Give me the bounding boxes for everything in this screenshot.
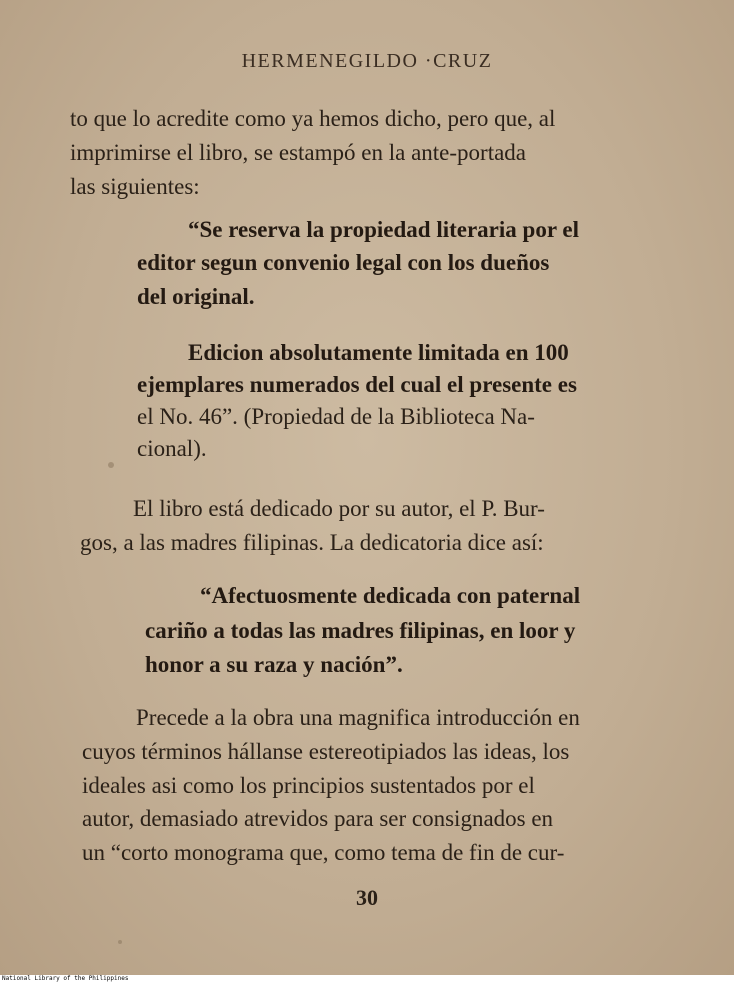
quote-line: del original. — [137, 284, 255, 309]
quote-line: cariño a todas las madres filipinas, en loor y — [145, 618, 576, 643]
quote-line: editor segun convenio legal con los dueños — [137, 250, 550, 275]
paragraph-line: un “corto monograma que, como tema de fin de cur- — [82, 840, 565, 865]
paragraph-line: gos, a las madres filipinas. La dedicatoria dice así: — [80, 530, 544, 555]
quote-line: el No. 46”. (Propiedad de la Biblioteca Na- — [137, 404, 535, 429]
running-header: HERMENEGILDO ·CRUZ — [241, 50, 493, 72]
paper-speck — [118, 940, 122, 944]
paragraph-line: las siguientes: — [70, 174, 200, 199]
paragraph-line: El libro está dedicado por su autor, el P. Bur- — [133, 496, 545, 521]
library-credit: National Library of the Philippines — [2, 975, 129, 982]
paragraph-line: Precede a la obra una magnifica introducción en — [136, 705, 580, 730]
quote-line: Edicion absolutamente limitada en 100 — [188, 340, 569, 365]
quote-line: “Afectuosmente dedicada con paternal — [200, 583, 581, 608]
paragraph-line: cuyos términos hállanse estereotipiados las ideas, los — [82, 739, 570, 764]
quote-line: “Se reserva la propiedad literaria por el — [188, 217, 579, 242]
paragraph-line: to que lo acredite como ya hemos dicho, pero que, al — [70, 106, 556, 131]
quote-line: ejemplares numerados del cual el presente es — [137, 372, 577, 397]
paper-speck — [108, 462, 114, 468]
paragraph-line: imprimirse el libro, se estampó en la ante-portada — [70, 140, 527, 165]
quote-line: cional). — [137, 436, 207, 461]
paragraph-line: autor, demasiado atrevidos para ser consignados en — [82, 806, 554, 831]
page-number: 30 — [356, 885, 378, 910]
paragraph-line: ideales asi como los principios sustentados por el — [82, 773, 535, 798]
quote-line: honor a su raza y nación”. — [145, 652, 403, 677]
